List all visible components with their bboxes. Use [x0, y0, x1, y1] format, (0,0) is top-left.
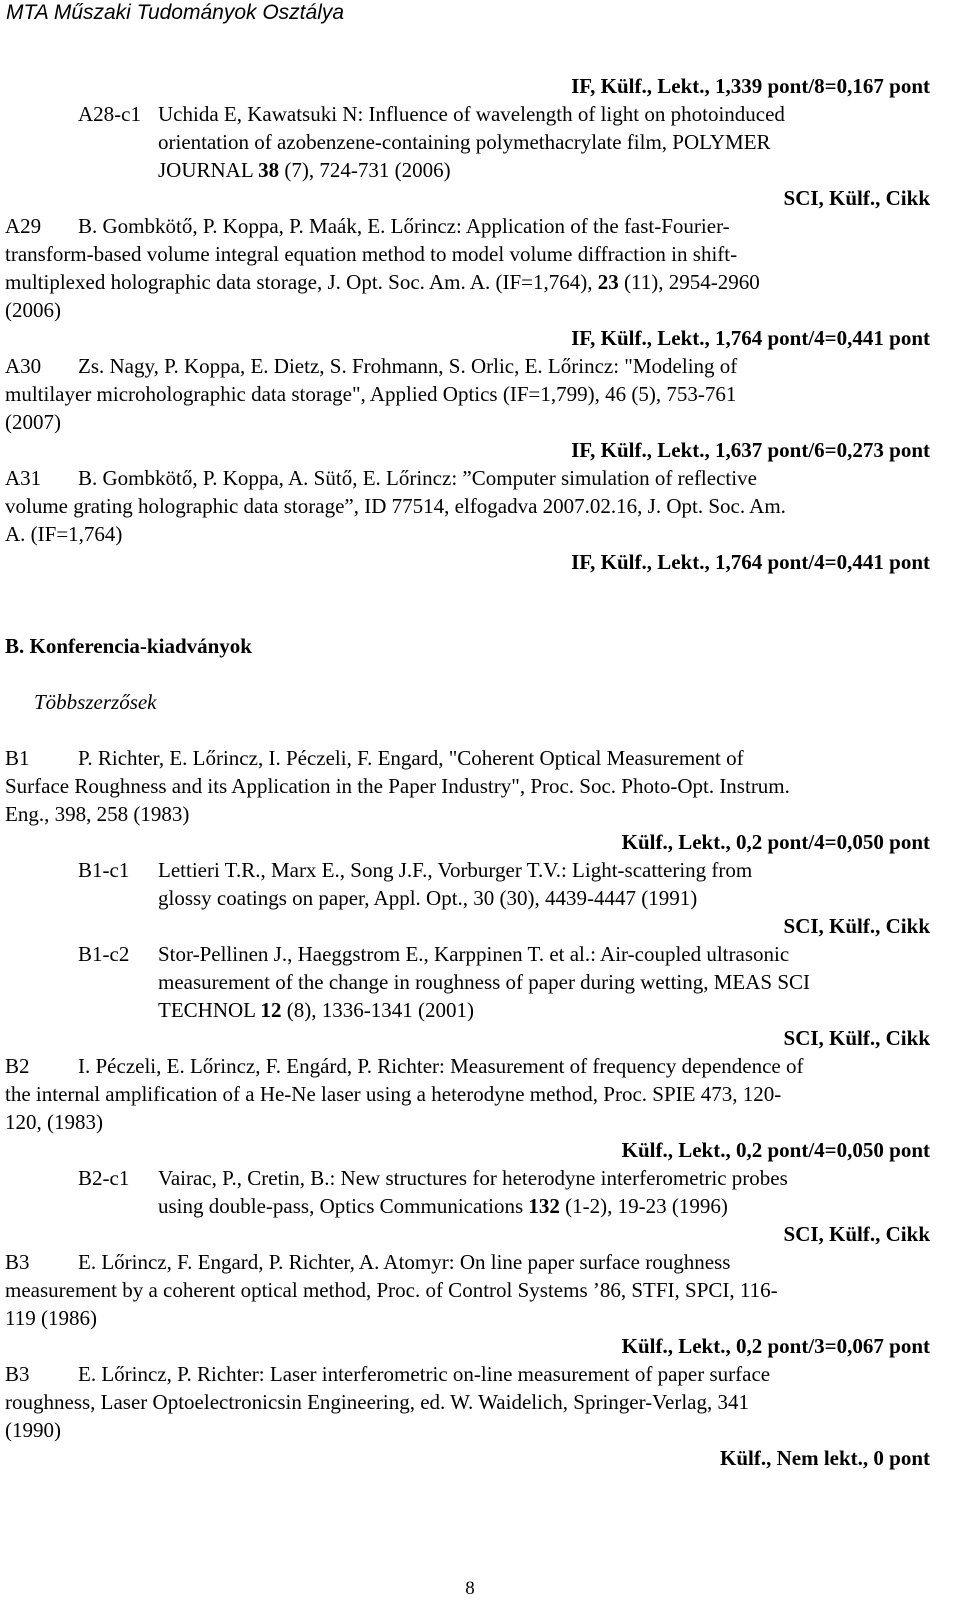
entry-code: A30	[5, 354, 42, 378]
citation-text: Vairac, P., Cretin, B.: New structures for heterodyne interferometric probes	[158, 1166, 788, 1190]
entry-text: the internal amplification of a He-Ne laser using a heterodyne method, Proc. SPIE 473, 120-	[5, 1082, 782, 1106]
entry-text: A. (IF=1,764)	[5, 522, 123, 546]
text-run: (1-2), 19-23 (1996)	[559, 1194, 728, 1218]
subsection-heading: Többszerzősek	[34, 690, 157, 714]
tag-line: IF, Külf., Lekt., 1,339 pont/8=0,167 pont	[571, 74, 930, 98]
entry-code: B2	[5, 1054, 30, 1078]
tag-line: IF, Külf., Lekt., 1,764 pont/4=0,441 pont	[571, 550, 930, 574]
citation-code: B1-c1	[78, 858, 130, 882]
volume-number: 12	[260, 998, 282, 1022]
citation-text	[158, 1192, 728, 1220]
entry-text: B. Gombkötő, P. Koppa, P. Maák, E. Lőrincz: Application of the fast-Fourier-	[78, 214, 730, 238]
entry-text: 120, (1983)	[5, 1110, 103, 1134]
text-run: JOURNAL	[158, 158, 259, 182]
citation-text: measurement of the change in roughness of paper during wetting, MEAS SCI	[158, 970, 811, 994]
citation-text: Stor-Pellinen J., Haeggstrom E., Karppinen T. et al.: Air-coupled ultrasonic	[158, 942, 790, 966]
tag-line: SCI, Külf., Cikk	[783, 1222, 930, 1246]
entry-text: E. Lőrincz, P. Richter: Laser interferometric on-line measurement of paper surface	[78, 1362, 771, 1386]
entry-text: I. Péczeli, E. Lőrincz, F. Engárd, P. Richter: Measurement of frequency dependence of	[78, 1054, 804, 1078]
volume-number: 132	[528, 1194, 560, 1218]
text-run: (11), 2954-2960	[618, 270, 760, 294]
tag-line: SCI, Külf., Cikk	[783, 914, 930, 938]
tag-line: SCI, Külf., Cikk	[783, 186, 930, 210]
volume-number: 23	[597, 270, 619, 294]
text-run: TECHNOL	[158, 998, 261, 1022]
tag-line: Külf., Lekt., 0,2 pont/4=0,050 pont	[621, 1138, 930, 1162]
volume-number: 38	[258, 158, 280, 182]
entry-text: (2006)	[5, 298, 61, 322]
tag-line: SCI, Külf., Cikk	[783, 1026, 930, 1050]
entry-code: B1	[5, 746, 30, 770]
entry-code: A31	[5, 466, 42, 490]
entry-code: B3	[5, 1362, 30, 1386]
page-number: 8	[465, 1578, 475, 1599]
entry-text: (2007)	[5, 410, 61, 434]
tag-line: IF, Külf., Lekt., 1,637 pont/6=0,273 pont	[571, 438, 930, 462]
tag-line: Külf., Lekt., 0,2 pont/4=0,050 pont	[621, 830, 930, 854]
citation-text: glossy coatings on paper, Appl. Opt., 30 (30), 4439-4447 (1991)	[158, 886, 698, 910]
entry-text: multilayer microholographic data storage", Applied Optics (IF=1,799), 46 (5), 753-761	[5, 382, 737, 406]
citation-text: Uchida E, Kawatsuki N: Influence of wavelength of light on photoinduced	[158, 102, 785, 126]
entry-text: 119 (1986)	[5, 1306, 97, 1330]
citation-code: A28-c1	[78, 102, 141, 126]
entry-text: E. Lőrincz, F. Engard, P. Richter, A. Atomyr: On line paper surface roughness	[78, 1250, 731, 1274]
tag-line: IF, Külf., Lekt., 1,764 pont/4=0,441 pont	[571, 326, 930, 350]
section-heading: B. Konferencia-kiadványok	[5, 634, 252, 658]
citation-code: B2-c1	[78, 1166, 130, 1190]
entry-text: P. Richter, E. Lőrincz, I. Péczeli, F. Engard, "Coherent Optical Measurement of	[78, 746, 744, 770]
text-run: multiplexed holographic data storage, J. Opt. Soc. Am. A. (IF=1,764),	[5, 270, 598, 294]
tag-line: Külf., Nem lekt., 0 pont	[720, 1446, 930, 1470]
entry-text	[5, 268, 760, 296]
tag-line: Külf., Lekt., 0,2 pont/3=0,067 pont	[621, 1334, 930, 1358]
citation-text: orientation of azobenzene-containing polymethacrylate film, POLYMER	[158, 130, 771, 154]
text-run: (8), 1336-1341 (2001)	[281, 998, 474, 1022]
entry-text: Surface Roughness and its Application in the Paper Industry", Proc. Soc. Photo-Opt. Instrum.	[5, 774, 790, 798]
entry-text: Zs. Nagy, P. Koppa, E. Dietz, S. Frohmann, S. Orlic, E. Lőrincz: "Modeling of	[78, 354, 738, 378]
entry-text: volume grating holographic data storage”, ID 77514, elfogadva 2007.02.16, J. Opt. Soc. Am.	[5, 494, 786, 518]
entry-code: A29	[5, 214, 42, 238]
text-run: using double-pass, Optics Communications	[158, 1194, 529, 1218]
entry-text: measurement by a coherent optical method, Proc. of Control Systems ’86, STFI, SPCI, 116-	[5, 1278, 778, 1302]
entry-code: B3	[5, 1250, 30, 1274]
entry-text: Eng., 398, 258 (1983)	[5, 802, 190, 826]
citation-text	[158, 156, 451, 184]
entry-text: roughness, Laser Optoelectronicsin Engineering, ed. W. Waidelich, Springer-Verlag, 341	[5, 1390, 749, 1414]
page-header-title: MTA Műszaki Tudományok Osztálya	[6, 1, 345, 24]
entry-text: transform-based volume integral equation method to model volume diffraction in shift-	[5, 242, 738, 266]
entry-text: (1990)	[5, 1418, 61, 1442]
citation-text: Lettieri T.R., Marx E., Song J.F., Vorburger T.V.: Light-scattering from	[158, 858, 753, 882]
citation-code: B1-c2	[78, 942, 130, 966]
citation-text	[158, 996, 474, 1024]
entry-text: B. Gombkötő, P. Koppa, A. Sütő, E. Lőrincz: ”Computer simulation of reflective	[78, 466, 757, 490]
text-run: (7), 724-731 (2006)	[279, 158, 451, 182]
